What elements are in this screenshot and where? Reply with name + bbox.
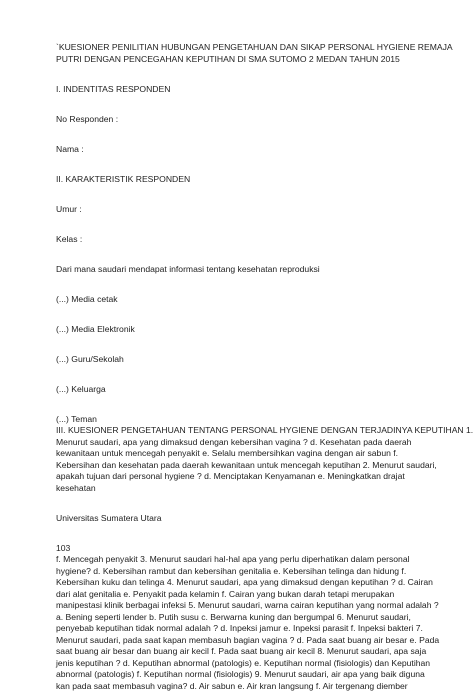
title-line-2: PUTRI DENGAN PENCEGAHAN KEPUTIHAN DI SMA SUTOMO 2 MEDAN TAHUN 2015	[56, 53, 430, 65]
option-guru-sekolah: (...) Guru/Sekolah	[56, 354, 430, 365]
kuesioner-line-3: kewanitaan untuk mencegah penyakit e. Selalu membersihkan vagina dengan air sabun f.	[56, 448, 430, 460]
university-footer: Universitas Sumatera Utara	[56, 513, 430, 524]
questions-line-8: Menurut saudari, pada saat kapan membasuh bagian vagina ? d. Pada saat buang air besar e. Pada	[56, 635, 430, 647]
kelas-label: Kelas :	[56, 234, 430, 245]
nama-label: Nama :	[56, 144, 430, 155]
questions-line-6: a. Bening seperti lender b. Putih susu c. Berwarna kuning dan bergumpal 6. Menurut saudari,	[56, 612, 430, 624]
questions-line-12: kan pada saat membasuh vagina? d. Air sabun e. Air kran langsung f. Air tergenang diember	[56, 681, 430, 692]
kuesioner-line-4: Kebersihan dan kesehatan pada daerah kewanitaan untuk mencegah keputihan 2. Menurut saudari,	[56, 460, 430, 472]
questions-line-2: hygiene? d. Kebersihan rambut dan kebersihan genitalia e. Kebersihan telinga dan hidung f.	[56, 566, 430, 578]
section-karakteristik-heading: II. KARAKTERISTIK RESPONDEN	[56, 174, 430, 185]
section-identitas-heading: I. INDENTITAS RESPONDEN	[56, 84, 430, 95]
questions-line-5: manipestasi klinik berbagai infeksi 5. Menurut saudari, warna cairan keputihan yang normal adalah ?	[56, 600, 430, 612]
questions-line-1: f. Mencegah penyakit 3. Menurut saudari hal-hal apa yang perlu diperhatikan dalam personal	[56, 554, 430, 566]
umur-label: Umur :	[56, 204, 430, 215]
option-media-elektronik: (...) Media Elektronik	[56, 324, 430, 335]
questions-line-11: abnormal (patologis) f. Keputihan normal (fisiologis) 9. Menurut saudari, air apa yang baik diguna	[56, 669, 430, 681]
option-teman: (...) Teman	[56, 414, 430, 425]
no-responden-label: No Responden :	[56, 114, 430, 125]
questions-line-9: saat buang air besar dan buang air kecil f. Pada saat buang air kecil 8. Menurut saudari, apa saja	[56, 646, 430, 658]
document-title	[56, 41, 430, 65]
section-kuesioner-paragraph	[56, 425, 430, 494]
questions-paragraph	[56, 554, 430, 692]
questions-line-4: dari alat genitalia e. Penyakit pada kelamin f. Cairan yang bukan darah tetapi merupakan	[56, 589, 430, 601]
kuesioner-line-1: III. KUESIONER PENGETAHUAN TENTANG PERSONAL HYGIENE DENGAN TERJADINYA KEPUTIHAN 1.	[56, 425, 430, 437]
info-source-question: Dari mana saudari mendapat informasi tentang kesehatan reproduksi	[56, 264, 430, 275]
kuesioner-line-2: Menurut saudari, apa yang dimaksud dengan kebersihan vagina ? d. Kesehatan pada daerah	[56, 437, 430, 449]
kuesioner-line-5: apakah tujuan dari personal hygiene ? d. Menciptakan Kenyamanan e. Meningkatkan drajat	[56, 471, 430, 483]
option-media-cetak: (...) Media cetak	[56, 294, 430, 305]
questions-line-7: penyebab keputihan tidak normal adalah ? d. Inpeksi jamur e. Inpeksi parasit f. Inpeksi bakteri 7.	[56, 623, 430, 635]
page-number: 103	[56, 543, 430, 554]
title-line-1: `KUESIONER PENILITIAN HUBUNGAN PENGETAHUAN DAN SIKAP PERSONAL HYGIENE REMAJA	[56, 41, 430, 53]
option-keluarga: (...) Keluarga	[56, 384, 430, 395]
kuesioner-line-6: kesehatan	[56, 483, 430, 495]
questions-line-10: jenis keputihan ? d. Keputihan abnormal (patologis) e. Keputihan normal (fisiologis) dan Keputihan	[56, 658, 430, 670]
questions-line-3: Kebersihan kuku dan telinga 4. Menurut saudari, apa yang dimaksud dengan keputihan ? d. Cairan	[56, 577, 430, 589]
